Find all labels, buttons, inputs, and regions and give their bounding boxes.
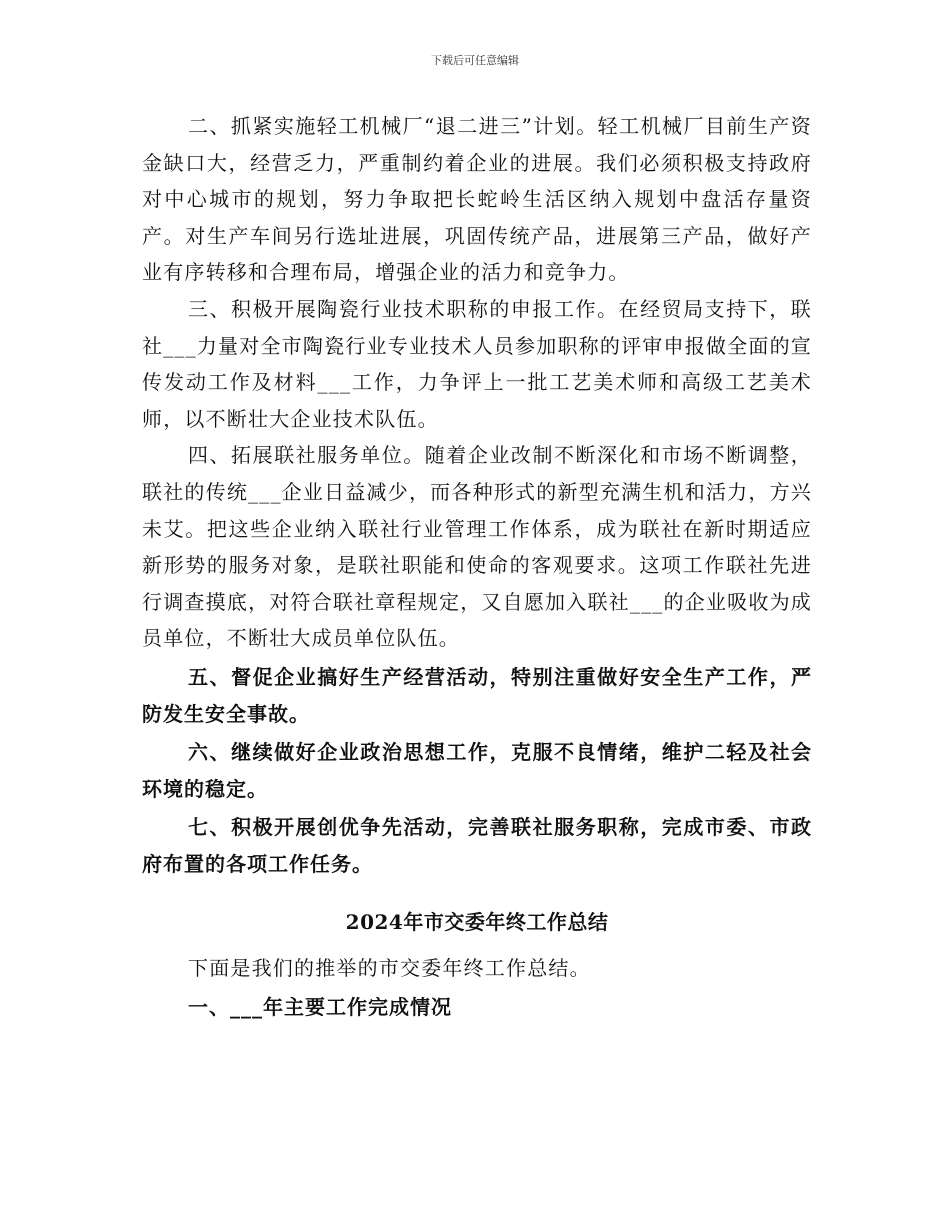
paragraph-item-2: 二、抓紧实施轻工机械厂“退二进三”计划。轻工机械厂目前生产资金缺口大，经营乏力，严重制约着企业的进展。我们必须积极支持政府对中心城市的规划，努力争取把长蛇岭生活区纳入规划中盘活存量资产。对生产车间另行选址进展，巩固传统产品，进展第三产品，做好产业有序转移和合理布局，增强企业的活力和竞争力。 xyxy=(142,114,812,285)
document-body xyxy=(142,108,812,1026)
page-header: 下载后可任意编辑 xyxy=(431,54,519,67)
section-title: 2024年市交委年终工作总结 xyxy=(345,910,609,935)
paragraph-item-5: 五、督促企业搞好生产经营活动，特别注重做好安全生产工作，严防发生安全事故。 xyxy=(142,664,812,726)
paragraph-item-7: 七、积极开展创优争先活动，完善联社服务职称，完成市委、市政府布置的各项工作任务。 xyxy=(142,815,812,876)
paragraph-item-3: 三、积极开展陶瓷行业技术职称的申报工作。在经贸局支持下，联社___力量对全市陶瓷行业专业技术人员参加职称的评审申报做全面的宣传发动工作及材料___工作，力争评上一批工艺美术师和高级工艺美术师，以不断壮大企业技术队伍。 xyxy=(142,296,812,431)
intro-paragraph: 下面是我们的推举的市交委年终工作总结。 xyxy=(188,956,591,981)
paragraph-item-6: 六、继续做好企业政治思想工作，克服不良情绪，维护二轻及社会环境的稳定。 xyxy=(142,740,812,801)
paragraph-item-4: 四、拓展联社服务单位。随着企业改制不断深化和市场不断调整，联社的传统___企业日益减少，而各种形式的新型充满生机和活力，方兴未艾。把这些企业纳入联社行业管理工作体系，成为联社在新时期适应新形势的服务对象，是联社职能和使命的客观要求。这项工作联社先进行调查摸底，对符合联社章程规定，又自愿加入联社___的企业吸收为成员单位，不断壮大成员单位队伍。 xyxy=(142,443,812,651)
subheading: 一、___年主要工作完成情况 xyxy=(188,995,452,1020)
